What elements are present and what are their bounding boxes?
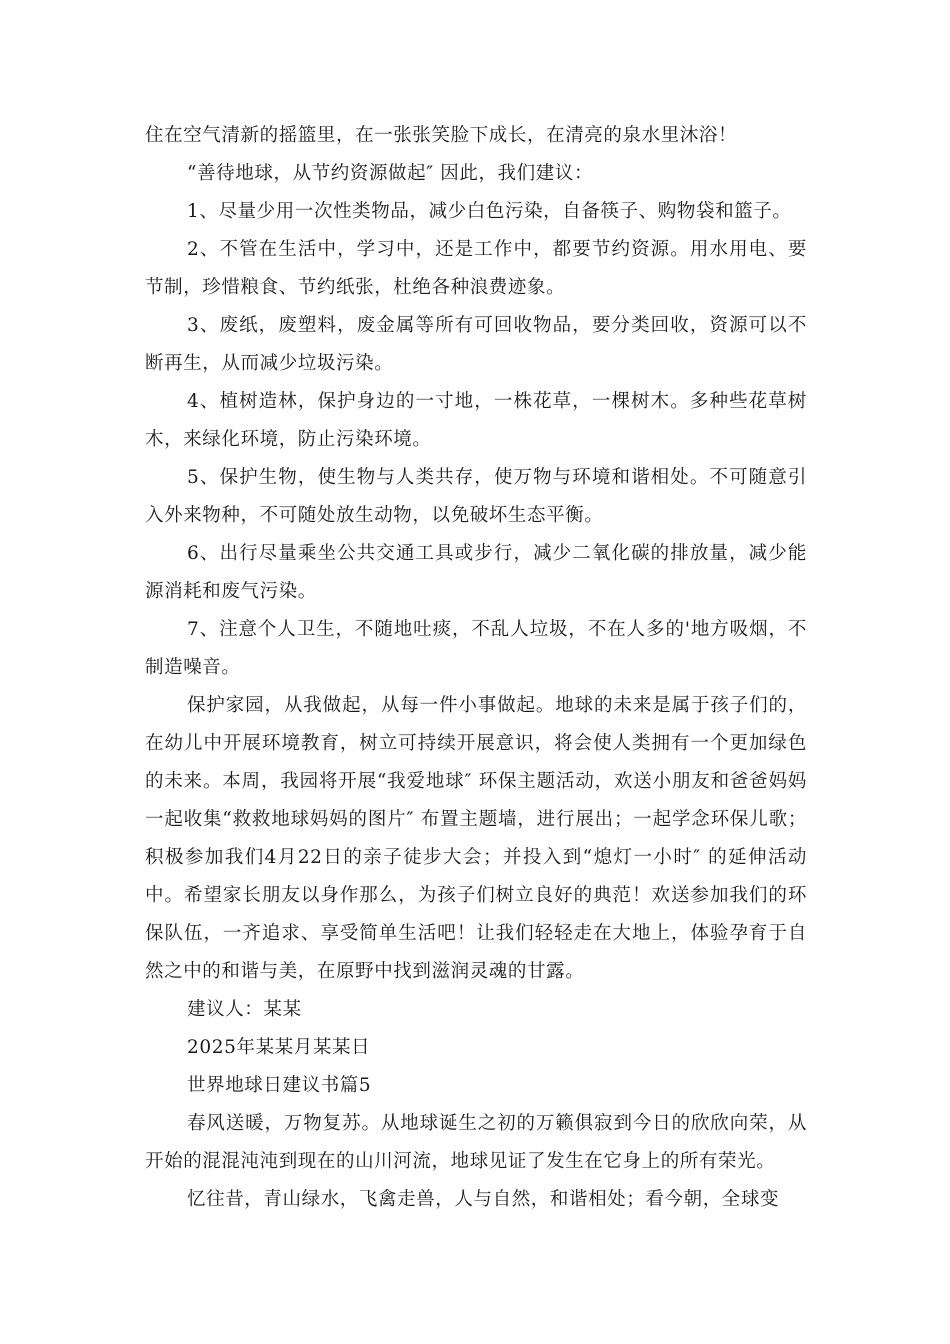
paragraph-spring-intro: 春风送暖，万物复苏。从地球诞生之初的万籁俱寂到今日的欣欣向荣，从开始的混混沌沌到现在的山川河流，地球见证了发生在它身上的所有荣光。 [145, 1113, 807, 1172]
paragraph-past-present: 忆往昔，青山绿水，飞禽走兽，人与自然，和谐相处；看今朝，全球变 [187, 1189, 780, 1210]
paragraph-continuation: 住在空气清新的摇篮里，在一张张笑脸下成长，在清亮的泉水里沐浴！ [145, 125, 738, 146]
paragraph-suggestion-5: 5、保护生物，使生物与人类共存，使万物与环境和谐相处。不可随意引入外来物种，不可随处放生动物，以免破坏生态平衡。 [145, 467, 807, 526]
signature-proposer: 建议人：某某 [187, 999, 302, 1020]
paragraph-suggestion-2: 2、不管在生活中，学习中，还是工作中，都要节约资源。用水用电、要节制，珍惜粮食、节约纸张，杜绝各种浪费迹象。 [145, 239, 807, 298]
paragraph-suggestion-6: 6、出行尽量乘坐公共交通工具或步行，减少二氧化碳的排放量，减少能源消耗和废气污染。 [145, 543, 807, 602]
paragraph-suggestion-7: 7、注意个人卫生，不随地吐痰，不乱人垃圾，不在人多的'地方吸烟，不制造噪音。 [145, 619, 807, 678]
paragraph-conclusion: 保护家园，从我做起，从每一件小事做起。地球的未来是属于孩子们的，在幼儿中开展环境教育，树立可持续开展意识，将会使人类拥有一个更加绿色的未来。本周，我园将开展“我爱地球″ 环保主题活动，欢送小朋友和爸爸妈妈一起收集“救救地球妈妈的图片″ 布置主题墙，进行展出；一起学念环保儿歌；积极参加我们4月22日的亲子徒步大会；并投入到“熄灯一小时″ 的延伸活动中。希望家长朋友以身作那么，为孩子们树立良好的典范！欢送参加我们的环保队伍，一齐追求、享受简单生活吧！让我们轻轻走在大地上，体验孕育于自然之中的和谐与美，在原野中找到滋润灵魂的甘露。 [145, 695, 807, 982]
paragraph-suggestion-3: 3、废纸，废塑料，废金属等所有可回收物品，要分类回收，资源可以不断再生，从而减少垃圾污染。 [145, 315, 807, 374]
signature-date: 2025年某某月某某日 [187, 1037, 371, 1058]
paragraph-suggestion-1: 1、尽量少用一次性类物品，减少白色污染，自备筷子、购物袋和篮子。 [187, 201, 792, 222]
paragraph-intro-suggestion: “善待地球，从节约资源做起″ 因此，我们建议： [187, 163, 594, 184]
section-heading: 世界地球日建议书篇5 [187, 1075, 372, 1096]
paragraph-suggestion-4: 4、植树造林，保护身边的一寸地，一株花草，一棵树木。多种些花草树木，来绿化环境，防止污染环境。 [145, 391, 807, 450]
document-body [145, 117, 807, 1219]
